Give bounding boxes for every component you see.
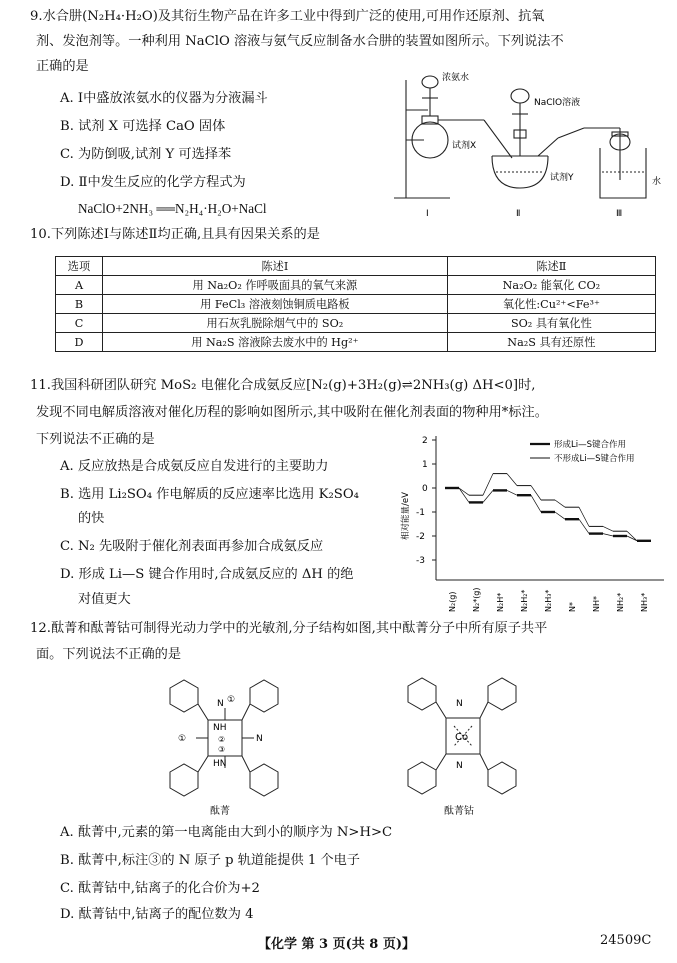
cobalt-phthalocyanine-structure bbox=[388, 664, 538, 818]
mol1-caption: 酞菁 bbox=[210, 806, 230, 817]
phthalocyanine-structure bbox=[150, 668, 300, 818]
header-statement-2: 陈述Ⅱ bbox=[447, 257, 655, 276]
apparatus-diagram bbox=[388, 60, 670, 220]
cell: 用 Na₂S 溶液除去废水中的 Hg²⁺ bbox=[103, 333, 448, 352]
x-tick-label: N₂H₂* bbox=[520, 589, 529, 612]
x-tick-label: N₂*(g) bbox=[472, 587, 481, 612]
q9-option-b: B. 试剂 X 可选择 CaO 固体 bbox=[60, 119, 226, 134]
mol2-caption: 酞菁钴 bbox=[444, 806, 474, 817]
q12-option-a: A. 酞菁中,元素的第一电离能由大到小的顺序为 N>H>C bbox=[60, 825, 393, 840]
cell: Na₂S 具有还原性 bbox=[447, 333, 655, 352]
energy-connector bbox=[627, 536, 637, 541]
q11-option-b1: B. 选用 Li₂SO₄ 作电解质的反应速率比选用 K₂SO₄ bbox=[60, 487, 359, 502]
q9-option-c: C. 为防倒吸,试剂 Y 可选择苯 bbox=[60, 147, 232, 162]
cell: 用石灰乳脱除烟气中的 SO₂ bbox=[103, 314, 448, 333]
x-tick-label: NH₂* bbox=[616, 592, 625, 612]
cell: 用 Na₂O₂ 作呼吸面具的氧气来源 bbox=[103, 276, 448, 295]
table-row bbox=[56, 276, 656, 295]
label-naclo: NaClO溶液 bbox=[534, 98, 581, 108]
q10-stem: 10.下列陈述Ⅰ与陈述Ⅱ均正确,且具有因果关系的是 bbox=[30, 227, 320, 242]
x-tick-labels bbox=[448, 587, 649, 612]
ytick: 1 bbox=[422, 460, 428, 470]
q12-option-b: B. 酞菁中,标注③的 N 原子 p 轨道能提供 1 个电子 bbox=[60, 853, 360, 868]
atom-n: N bbox=[456, 761, 463, 771]
q12-option-c: C. 酞菁钴中,钴离子的化合价为+2 bbox=[60, 881, 260, 896]
energy-connector bbox=[555, 500, 565, 507]
energy-connector bbox=[459, 488, 469, 495]
energy-profile-chart bbox=[400, 430, 670, 616]
label-ammonia: 浓氨水 bbox=[442, 73, 470, 83]
q11-option-c: C. N₂ 先吸附于催化剂表面再参加合成氨反应 bbox=[60, 539, 324, 554]
q11-option-d2: 对值更大 bbox=[78, 592, 131, 607]
q11-option-d1: D. 形成 Li—S 键合作用时,合成氨反应的 ΔH 的绝 bbox=[60, 567, 354, 582]
label-y: 试剂Y bbox=[550, 173, 574, 183]
atom-nh: NH bbox=[213, 723, 227, 733]
table-row bbox=[56, 333, 656, 352]
cell: 氧化性:Cu²⁺<Fe³⁺ bbox=[447, 295, 655, 314]
label-x: 试剂X bbox=[452, 141, 477, 151]
footer-code: 24509C bbox=[600, 933, 652, 948]
q9-stem-line3: 正确的是 bbox=[36, 59, 89, 74]
ytick: -1 bbox=[416, 508, 425, 518]
q10-table bbox=[55, 256, 656, 352]
cell: C bbox=[56, 314, 103, 333]
x-tick-label: N₂H* bbox=[496, 592, 505, 612]
y-axis-label: 相对能量/eV bbox=[401, 492, 411, 540]
atom-co: Co bbox=[455, 732, 469, 743]
atom-hn: HN bbox=[213, 759, 227, 769]
energy-connector bbox=[507, 474, 517, 486]
atom-n: N bbox=[217, 699, 224, 709]
legend-label-2: 不形成Li—S键合作用 bbox=[554, 454, 635, 464]
cell: B bbox=[56, 295, 103, 314]
energy-connector bbox=[579, 507, 589, 526]
cell: D bbox=[56, 333, 103, 352]
atom-n: N bbox=[256, 734, 263, 744]
x-tick-label: NH₃* bbox=[640, 592, 649, 612]
q9-stem-line1: 9.水合肼(N₂H₄·H₂O)及其衍生物产品在许多工业中得到广泛的使用,可用作还原剂、抗氧 bbox=[30, 9, 545, 24]
footer-page-info: 【化学 第 3 页(共 8 页)】 bbox=[258, 937, 416, 952]
energy-connector bbox=[579, 519, 589, 533]
energy-connector bbox=[603, 526, 613, 531]
ytick: 0 bbox=[422, 484, 428, 494]
marker-1: ① bbox=[178, 734, 187, 744]
energy-connector bbox=[507, 490, 517, 495]
q12-stem-line1: 12.酞菁和酞菁钴可制得光动力学中的光敏剂,分子结构如图,其中酞菁分子中所有原子共平 bbox=[30, 621, 548, 636]
energy-connector bbox=[555, 512, 565, 519]
label-ii: Ⅱ bbox=[516, 209, 521, 219]
ytick: -2 bbox=[416, 532, 425, 542]
q9-equation: NaClO+2NH₃ ══N₂H₄·H₂O+NaCl bbox=[78, 201, 267, 216]
x-tick-label: NH* bbox=[592, 596, 601, 612]
chart-series-group bbox=[445, 474, 651, 541]
table-row bbox=[56, 295, 656, 314]
label-water: 水 bbox=[652, 177, 662, 187]
marker-1: ① bbox=[227, 695, 236, 705]
cell: SO₂ 具有氧化性 bbox=[447, 314, 655, 333]
q9-stem-line2: 剂、发泡剂等。一种利用 NaClO 溶液与氨气反应制备水合肼的装置如图所示。下列说法不 bbox=[36, 34, 564, 49]
q12-option-d: D. 酞菁钴中,钴离子的配位数为 4 bbox=[60, 907, 254, 922]
q11-option-a: A. 反应放热是合成氨反应自发进行的主要助力 bbox=[60, 459, 329, 474]
cell: 用 FeCl₃ 溶液刻蚀铜质电路板 bbox=[103, 295, 448, 314]
x-tick-label: N₂H₃* bbox=[544, 589, 553, 612]
energy-connector bbox=[627, 531, 637, 541]
cell: A bbox=[56, 276, 103, 295]
x-tick-label: N* bbox=[568, 602, 577, 612]
ytick: 2 bbox=[422, 436, 428, 446]
q11-option-b2: 的快 bbox=[78, 511, 105, 526]
q11-stem-line3: 下列说法不正确的是 bbox=[36, 432, 155, 447]
marker-3: ③ bbox=[218, 745, 226, 754]
legend-label-1: 形成Li—S键合作用 bbox=[554, 440, 626, 450]
q12-stem-line2: 面。下列说法不正确的是 bbox=[36, 647, 182, 662]
marker-2: ② bbox=[218, 735, 226, 744]
table-header-row bbox=[56, 257, 656, 276]
ytick: -3 bbox=[416, 556, 425, 566]
q9-option-d: D. Ⅱ中发生反应的化学方程式为 bbox=[60, 175, 246, 190]
header-option: 选项 bbox=[56, 257, 103, 276]
energy-connector bbox=[459, 488, 469, 502]
label-i: Ⅰ bbox=[426, 209, 429, 219]
header-statement-1: 陈述Ⅰ bbox=[103, 257, 448, 276]
q11-stem-line1: 11.我国科研团队研究 MoS₂ 电催化合成氨反应[N₂(g)+3H₂(g)⇌2NH₃(g) ΔH<0]时, bbox=[30, 378, 536, 393]
q9-option-a: A. Ⅰ中盛放浓氨水的仪器为分液漏斗 bbox=[60, 91, 268, 106]
q11-stem-line2: 发现不同电解质溶液对催化历程的影响如图所示,其中吸附在催化剂表面的物种用*标注。 bbox=[36, 405, 548, 420]
atom-n: N bbox=[456, 699, 463, 709]
energy-connector bbox=[603, 534, 613, 536]
x-tick-label: N₂(g) bbox=[448, 591, 457, 612]
label-iii: Ⅲ bbox=[616, 209, 623, 219]
cell: Na₂O₂ 能氧化 CO₂ bbox=[447, 276, 655, 295]
table-row bbox=[56, 314, 656, 333]
